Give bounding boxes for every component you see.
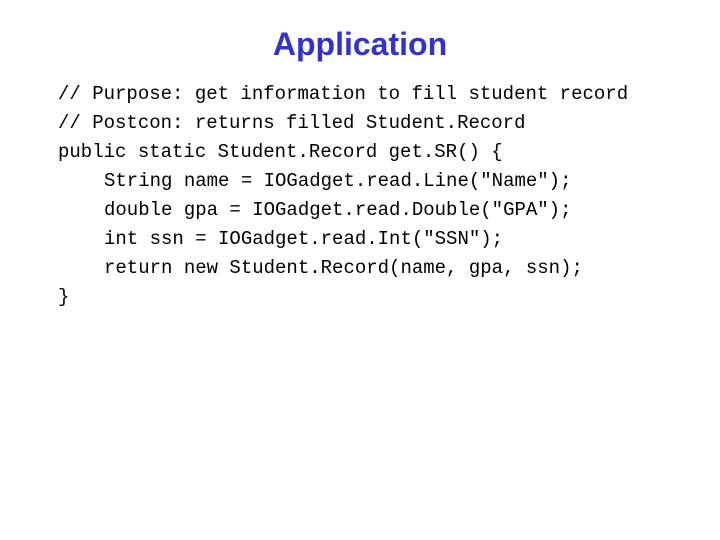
code-statement-gpa: double gpa = IOGadget.read.Double("GPA"); [104,199,572,221]
code-statement-ssn: int ssn = IOGadget.read.Int("SSN"); [104,228,504,250]
code-closing-brace: } [58,286,70,308]
code-statement-return: return new Student.Record(name, gpa, ssn); [104,257,583,279]
code-comment-postcon: // Postcon: returns filled Student.Record [58,112,526,134]
code-statement-name: String name = IOGadget.read.Line("Name"); [104,170,572,192]
code-comment-purpose: // Purpose: get information to fill student record [58,83,629,105]
code-method-signature: public static Student.Record get.SR() { [58,141,503,163]
slide-title: Application [272,26,448,62]
code-block [58,80,628,312]
